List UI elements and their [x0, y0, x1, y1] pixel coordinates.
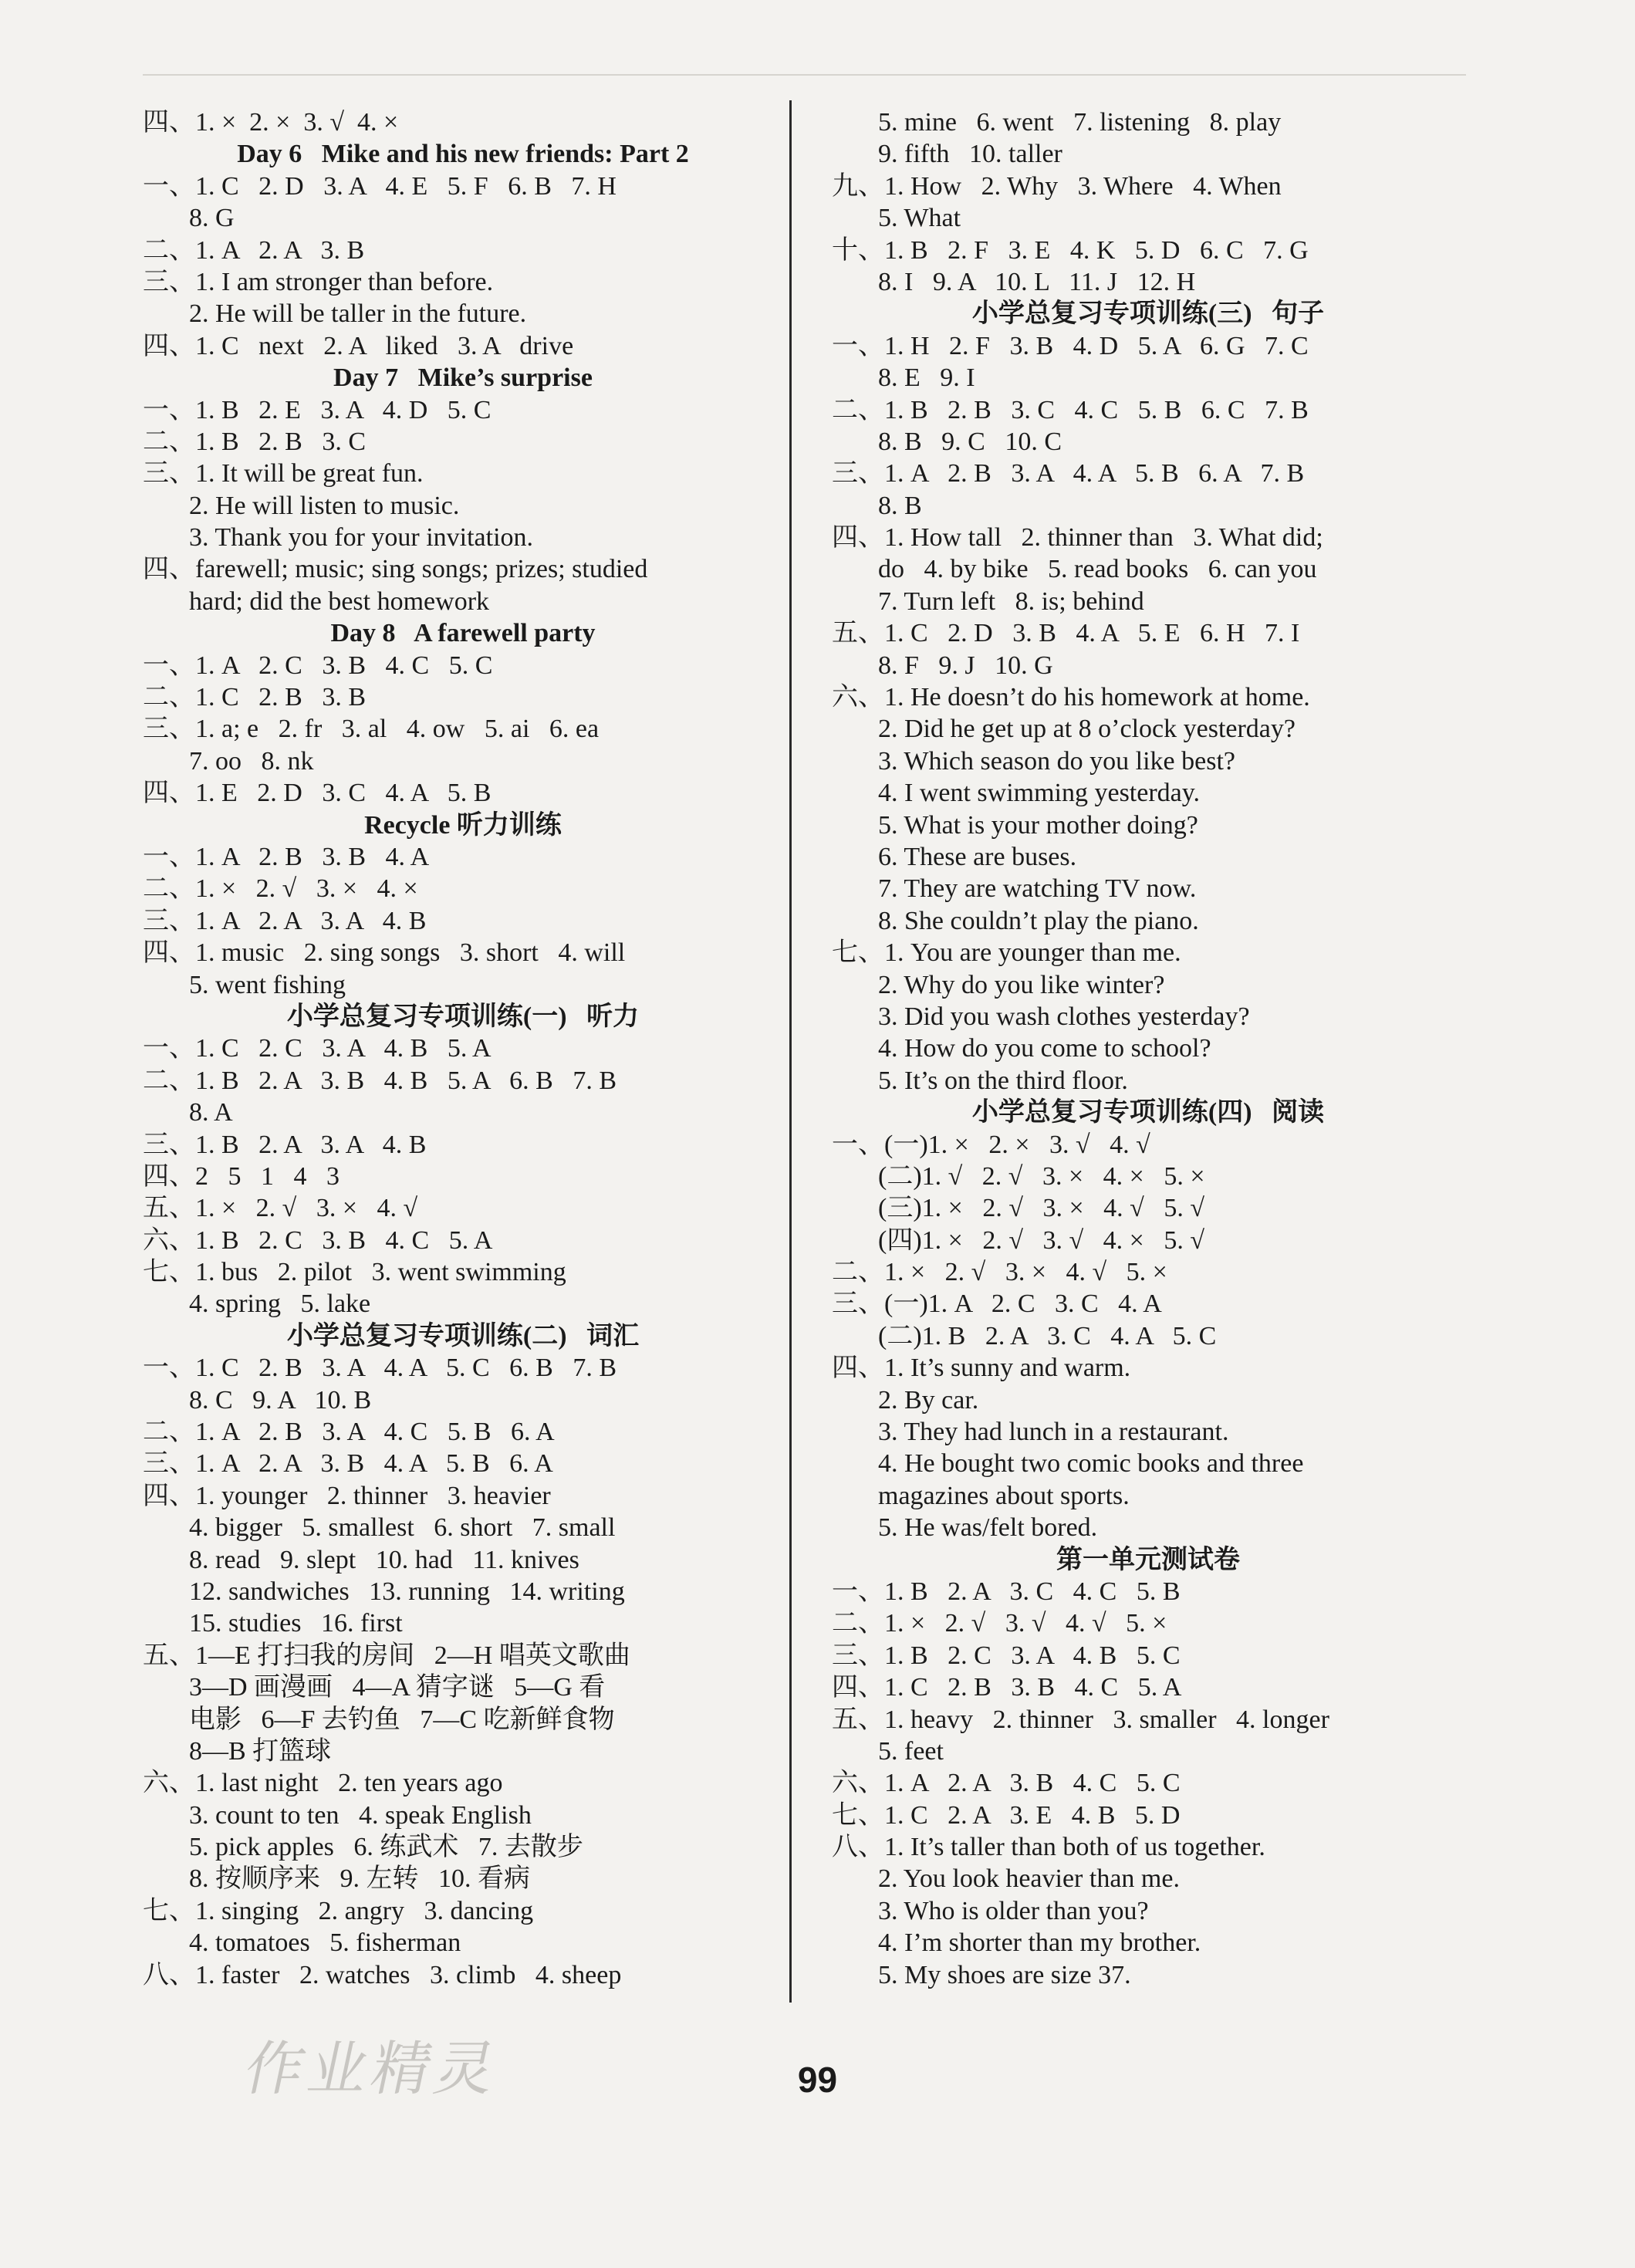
- answer-line: 二、1. A 2. A 3. B: [143, 235, 365, 265]
- answer-line: 五、1. × 2. √ 3. × 4. √: [143, 1194, 418, 1223]
- answer-line: 6. These are buses.: [878, 842, 1077, 871]
- answer-line: 四、1. How tall 2. thinner than 3. What did;: [832, 523, 1323, 553]
- answer-line: 3. Did you wash clothes yesterday?: [878, 1002, 1250, 1031]
- answer-line: 8. C 9. A 10. B: [189, 1385, 372, 1415]
- answer-line: 六、1. He doesn’t do his homework at home.: [832, 683, 1310, 712]
- section-heading: 第一单元测试卷: [1056, 1545, 1240, 1574]
- answer-line: 七、1. You are younger than me.: [832, 938, 1181, 968]
- answer-line: 3. Which season do you like best?: [878, 746, 1236, 776]
- answer-line: 四、1. C 2. B 3. B 4. C 5. A: [832, 1673, 1182, 1702]
- answer-line: 七、1. bus 2. pilot 3. went swimming: [143, 1258, 566, 1287]
- answer-line: 五、1. C 2. D 3. B 4. A 5. E 6. H 7. I: [832, 619, 1300, 648]
- column-divider: [789, 100, 792, 2003]
- answer-line: 5. He was/felt bored.: [878, 1513, 1098, 1543]
- answer-line: 5. feet: [878, 1736, 944, 1766]
- section-heading: Day 6 Mike and his new friends: Part 2: [237, 140, 689, 169]
- answer-line: 3—D 画漫画 4—A 猜字谜 5—G 看: [189, 1673, 606, 1702]
- answer-line: 三、1. A 2. B 3. A 4. A 5. B 6. A 7. B: [832, 459, 1305, 488]
- answer-line: (二)1. B 2. A 3. C 4. A 5. C: [878, 1321, 1217, 1350]
- answer-line: magazines about sports.: [878, 1481, 1130, 1510]
- answer-line: 4. I’m shorter than my brother.: [878, 1928, 1201, 1958]
- answer-line: 四、1. × 2. × 3. √ 4. ×: [143, 108, 399, 137]
- answer-line: 一、1. A 2. B 3. B 4. A: [143, 842, 430, 871]
- answer-line: 六、1. B 2. C 3. B 4. C 5. A: [143, 1225, 493, 1255]
- answer-line: 2. Did he get up at 8 o’clock yesterday?: [878, 715, 1296, 744]
- answer-line: 4. I went swimming yesterday.: [878, 779, 1201, 808]
- answer-line: 2. By car.: [878, 1385, 979, 1415]
- answer-line: 8. I 9. A 10. L 11. J 12. H: [878, 267, 1196, 296]
- answer-line: 5. What is your mother doing?: [878, 810, 1198, 840]
- answer-line: 六、1. last night 2. ten years ago: [143, 1769, 503, 1798]
- answer-line: 8. B: [878, 491, 922, 520]
- answer-line: 8—B 打篮球: [189, 1736, 332, 1766]
- answer-line: do 4. by bike 5. read books 6. can you: [878, 555, 1317, 584]
- answer-line: 六、1. A 2. A 3. B 4. C 5. C: [832, 1769, 1181, 1798]
- answer-line: 四、1. E 2. D 3. C 4. A 5. B: [143, 779, 492, 808]
- answer-line: 二、1. B 2. A 3. B 4. B 5. A 6. B 7. B: [143, 1066, 617, 1095]
- answer-line: 一、1. B 2. E 3. A 4. D 5. C: [143, 395, 492, 424]
- answer-line: 8. B 9. C 10. C: [878, 427, 1062, 456]
- answer-line: (二)1. √ 2. √ 3. × 4. × 5. ×: [878, 1161, 1205, 1191]
- answer-line: 3. Who is older than you?: [878, 1896, 1149, 1925]
- answer-line: 一、1. B 2. A 3. C 4. C 5. B: [832, 1577, 1181, 1606]
- answer-line: 5. went fishing: [189, 970, 346, 999]
- answer-line: 九、1. How 2. Why 3. Where 4. When: [832, 171, 1282, 201]
- answer-line: 三、1. B 2. A 3. A 4. B: [143, 1130, 427, 1159]
- answer-line: 4. tomatoes 5. fisherman: [189, 1928, 461, 1958]
- top-rule: [143, 74, 1466, 76]
- left-answer-column: [143, 106, 783, 1991]
- answer-line: 2. He will listen to music.: [189, 491, 460, 520]
- section-heading: Recycle 听力训练: [364, 810, 562, 840]
- answer-line: 4. He bought two comic books and three: [878, 1449, 1304, 1479]
- answer-line: 2. He will be taller in the future.: [189, 299, 527, 329]
- answer-line: 十、1. B 2. F 3. E 4. K 5. D 6. C 7. G: [832, 235, 1309, 265]
- answer-line: 二、1. B 2. B 3. C: [143, 427, 367, 456]
- answer-line: 八、1. It’s taller than both of us together.: [832, 1833, 1265, 1862]
- answer-line: 2. Why do you like winter?: [878, 970, 1165, 999]
- answer-line: (四)1. × 2. √ 3. √ 4. × 5. √: [878, 1225, 1204, 1255]
- answer-line: 七、1. C 2. A 3. E 4. B 5. D: [832, 1800, 1181, 1830]
- answer-line: 三、1. A 2. A 3. A 4. B: [143, 906, 427, 935]
- answer-line: 8. A: [189, 1098, 233, 1127]
- section-heading: 小学总复习专项训练(二) 词汇: [286, 1321, 640, 1350]
- answer-line: 5. mine 6. went 7. listening 8. play: [878, 108, 1282, 137]
- answer-line: 8. E 9. I: [878, 363, 975, 393]
- answer-line: 8. 按顺序来 9. 左转 10. 看病: [189, 1864, 530, 1894]
- answer-line: 2. You look heavier than me.: [878, 1864, 1180, 1894]
- answer-line: 一、1. A 2. C 3. B 4. C 5. C: [143, 651, 493, 680]
- answer-line: 3. count to ten 4. speak English: [189, 1800, 532, 1830]
- answer-line: 8. read 9. slept 10. had 11. knives: [189, 1545, 579, 1574]
- answer-line: (三)1. × 2. √ 3. × 4. √ 5. √: [878, 1194, 1204, 1223]
- answer-line: 5. What: [878, 204, 961, 233]
- section-heading: Day 8 A farewell party: [330, 619, 596, 648]
- answer-line: 三、1. B 2. C 3. A 4. B 5. C: [832, 1641, 1181, 1670]
- section-heading: Day 7 Mike’s surprise: [333, 363, 593, 393]
- answer-line: 8. G: [189, 204, 235, 233]
- answer-line: 五、1—E 打扫我的房间 2—H 唱英文歌曲: [143, 1641, 630, 1670]
- answer-line: 三、1. A 2. A 3. B 4. A 5. B 6. A: [143, 1449, 553, 1479]
- answer-line: 四、1. It’s sunny and warm.: [832, 1354, 1131, 1383]
- answer-line: 7. Turn left 8. is; behind: [878, 586, 1144, 616]
- answer-line: 七、1. singing 2. angry 3. dancing: [143, 1896, 534, 1925]
- answer-line: 二、1. × 2. √ 3. × 4. √ 5. ×: [832, 1258, 1167, 1287]
- answer-line: 四、1. C next 2. A liked 3. A drive: [143, 331, 574, 360]
- page-number: 99: [797, 2060, 838, 2100]
- answer-line: 5. pick apples 6. 练武术 7. 去散步: [189, 1833, 583, 1862]
- answer-line: 4. How do you come to school?: [878, 1034, 1211, 1063]
- answer-line: 三、(一)1. A 2. C 3. C 4. A: [832, 1289, 1162, 1319]
- answer-line: 12. sandwiches 13. running 14. writing: [189, 1577, 625, 1606]
- answer-line: 二、1. × 2. √ 3. √ 4. √ 5. ×: [832, 1609, 1167, 1638]
- answer-line: 五、1. heavy 2. thinner 3. smaller 4. longer: [832, 1705, 1329, 1734]
- answer-line: 9. fifth 10. taller: [878, 140, 1062, 169]
- answer-line: 5. My shoes are size 37.: [878, 1960, 1131, 1989]
- answer-line: 8. F 9. J 10. G: [878, 651, 1053, 680]
- answer-line: 二、1. A 2. B 3. A 4. C 5. B 6. A: [143, 1418, 555, 1447]
- answer-line: 一、1. C 2. B 3. A 4. A 5. C 6. B 7. B: [143, 1354, 617, 1383]
- watermark: 作业精灵: [238, 2034, 507, 2103]
- answer-line: 三、1. I am stronger than before.: [143, 267, 494, 296]
- answer-line: 一、1. H 2. F 3. B 4. D 5. A 6. G 7. C: [832, 331, 1309, 360]
- answer-line: 一、1. C 2. D 3. A 4. E 5. F 6. B 7. H: [143, 171, 617, 201]
- answer-line: 3. Thank you for your invitation.: [189, 523, 534, 553]
- answer-line: 三、1. a; e 2. fr 3. al 4. ow 5. ai 6. ea: [143, 715, 600, 744]
- answer-line: 电影 6—F 去钓鱼 7—C 吃新鲜食物: [189, 1705, 615, 1734]
- answer-line: 二、1. B 2. B 3. C 4. C 5. B 6. C 7. B: [832, 395, 1309, 424]
- answer-line: 4. spring 5. lake: [189, 1289, 371, 1319]
- answer-line: hard; did the best homework: [189, 586, 490, 616]
- answer-line: 三、1. It will be great fun.: [143, 459, 424, 488]
- section-heading: 小学总复习专项训练(四) 阅读: [971, 1098, 1325, 1127]
- answer-line: 5. It’s on the third floor.: [878, 1066, 1128, 1095]
- section-heading: 小学总复习专项训练(一) 听力: [286, 1002, 640, 1031]
- answer-line: 一、1. C 2. C 3. A 4. B 5. A: [143, 1034, 492, 1063]
- answer-line: 8. She couldn’t play the piano.: [878, 906, 1199, 935]
- section-heading: 小学总复习专项训练(三) 句子: [971, 299, 1325, 329]
- answer-line: 四、1. younger 2. thinner 3. heavier: [143, 1481, 551, 1510]
- right-answer-column: [832, 106, 1464, 1991]
- answer-line: 四、1. music 2. sing songs 3. short 4. will: [143, 938, 626, 968]
- answer-line: 四、2 5 1 4 3: [143, 1161, 339, 1191]
- answer-line: 八、1. faster 2. watches 3. climb 4. sheep: [143, 1960, 622, 1989]
- answer-line: 4. bigger 5. smallest 6. short 7. small: [189, 1513, 616, 1543]
- answer-line: 四、farewell; music; sing songs; prizes; studied: [143, 555, 648, 584]
- answer-line: 二、1. C 2. B 3. B: [143, 683, 367, 712]
- answer-line: 7. They are watching TV now.: [878, 874, 1197, 904]
- answer-line: 一、(一)1. × 2. × 3. √ 4. √: [832, 1130, 1150, 1159]
- answer-line: 7. oo 8. nk: [189, 746, 314, 776]
- answer-line: 3. They had lunch in a restaurant.: [878, 1418, 1229, 1447]
- answer-line: 二、1. × 2. √ 3. × 4. ×: [143, 874, 418, 904]
- answer-line: 15. studies 16. first: [189, 1609, 403, 1638]
